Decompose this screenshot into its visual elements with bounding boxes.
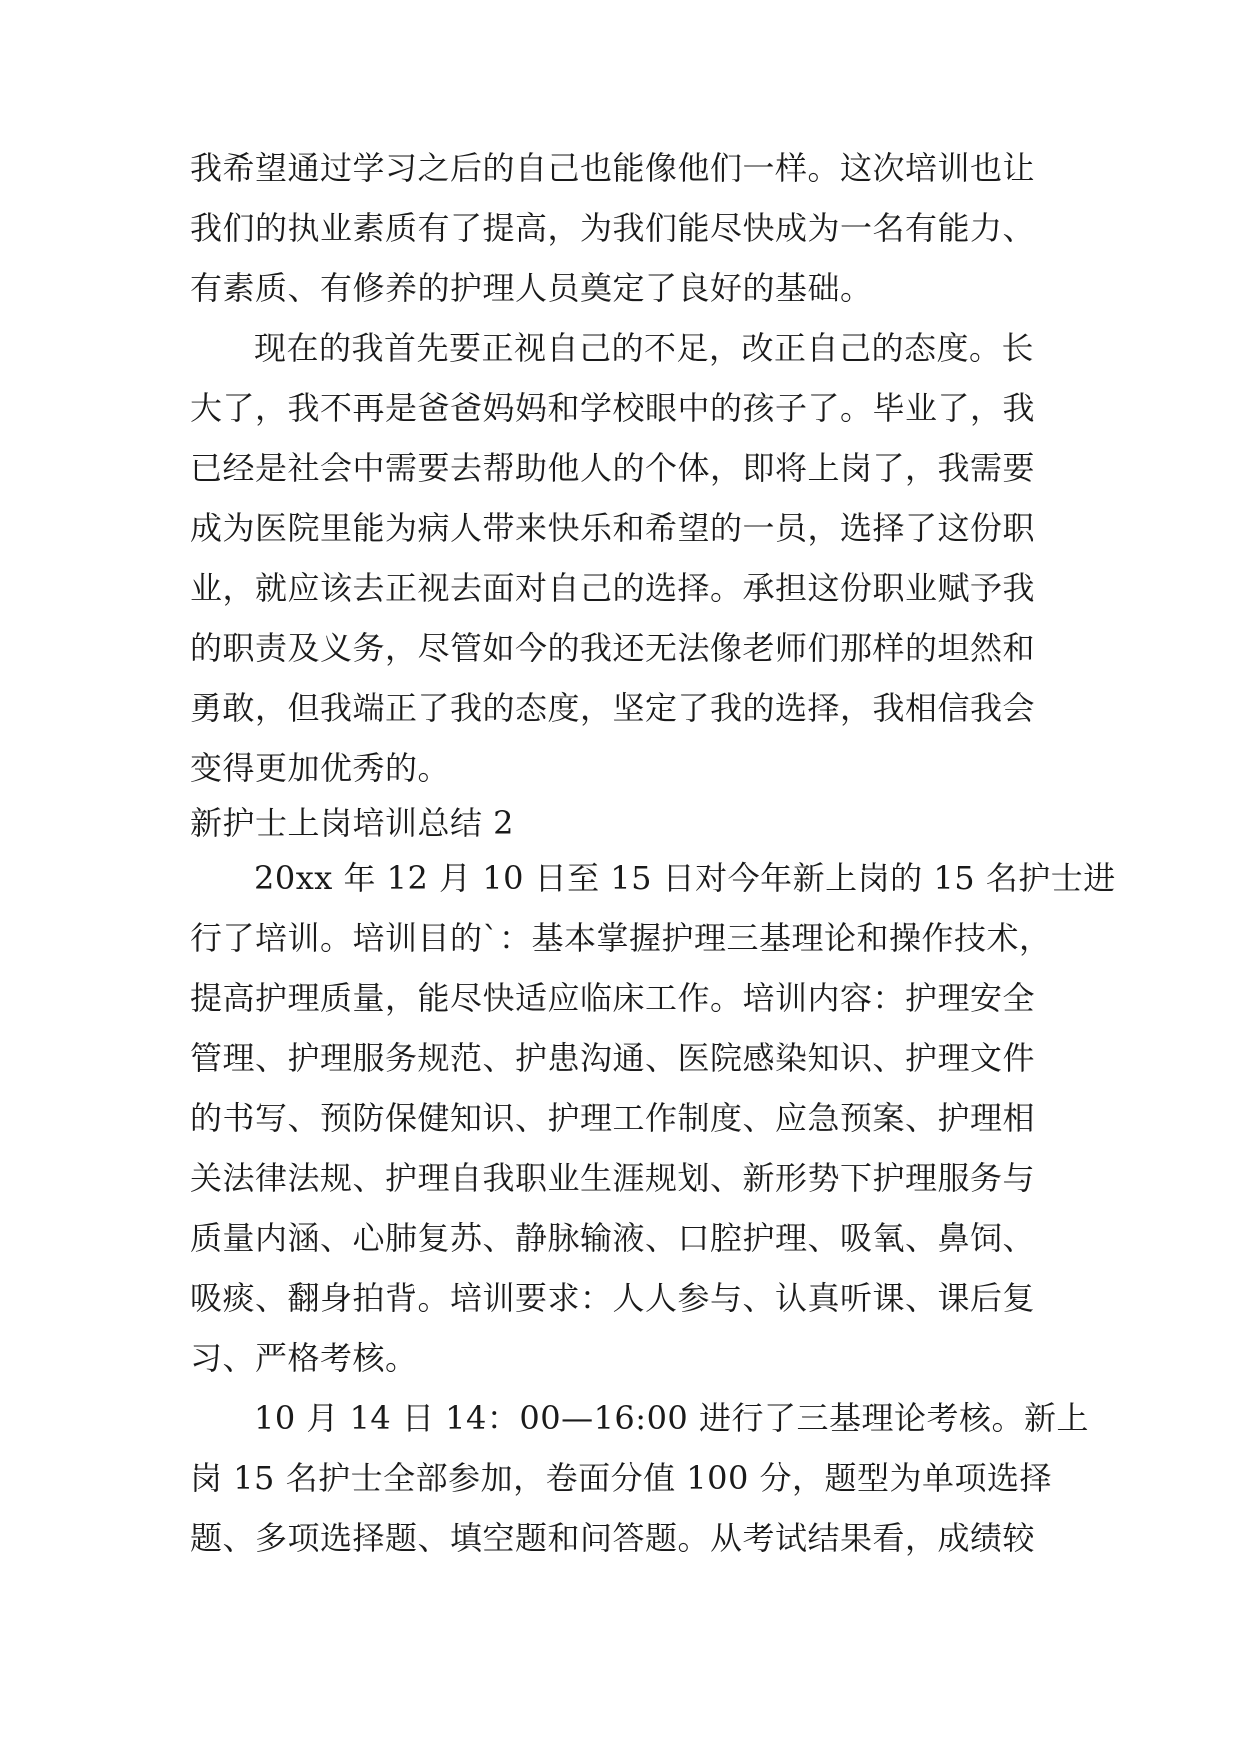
text-line: 成为医院里能为病人带来快乐和希望的一员，选择了这份职 xyxy=(190,509,1036,547)
text-line: 吸痰、翻身拍背。培训要求：人人参与、认真听课、课后复 xyxy=(190,1279,1036,1317)
text-line: 20xx 年 12 月 10 日至 15 日对今年新上岗的 15 名护士进 xyxy=(254,859,1116,897)
text-line: 勇敢，但我端正了我的态度，坚定了我的选择，我相信我会 xyxy=(190,689,1036,727)
text-line: 的职责及义务，尽管如今的我还无法像老师们那样的坦然和 xyxy=(190,629,1036,667)
text-line: 题、多项选择题、填空题和问答题。从考试结果看，成绩较 xyxy=(190,1519,1036,1557)
text-line: 已经是社会中需要去帮助他人的个体，即将上岗了，我需要 xyxy=(190,449,1036,487)
text-line: 习、严格考核。 xyxy=(190,1339,418,1377)
text-line: 我们的执业素质有了提高，为我们能尽快成为一名有能力、 xyxy=(190,209,1036,247)
text-line: 岗 15 名护士全部参加，卷面分值 100 分，题型为单项选择 xyxy=(190,1459,1052,1497)
text-line: 提高护理质量，能尽快适应临床工作。培训内容：护理安全 xyxy=(190,979,1036,1017)
text-line: 大了，我不再是爸爸妈妈和学校眼中的孩子了。毕业了，我 xyxy=(190,389,1036,427)
text-line: 变得更加优秀的。 xyxy=(190,749,451,787)
text-line: 我希望通过学习之后的自己也能像他们一样。这次培训也让 xyxy=(190,149,1036,187)
text-line: 行了培训。培训目的`：基本掌握护理三基理论和操作技术， xyxy=(190,919,1052,957)
text-line: 现在的我首先要正视自己的不足，改正自己的态度。长 xyxy=(254,329,1035,367)
text-line: 10 月 14 日 14：00—16:00 进行了三基理论考核。新上 xyxy=(254,1399,1089,1437)
section-title: 新护士上岗培训总结 2 xyxy=(190,804,515,842)
text-line: 关法律法规、护理自我职业生涯规划、新形势下护理服务与 xyxy=(190,1159,1036,1197)
text-line: 质量内涵、心肺复苏、静脉输液、口腔护理、吸氧、鼻饲、 xyxy=(190,1219,1036,1257)
text-line: 的书写、预防保健知识、护理工作制度、应急预案、护理相 xyxy=(190,1099,1036,1137)
text-line: 管理、护理服务规范、护患沟通、医院感染知识、护理文件 xyxy=(190,1039,1036,1077)
text-line: 有素质、有修养的护理人员奠定了良好的基础。 xyxy=(190,269,873,307)
text-line: 业，就应该去正视去面对自己的选择。承担这份职业赋予我 xyxy=(190,569,1036,607)
